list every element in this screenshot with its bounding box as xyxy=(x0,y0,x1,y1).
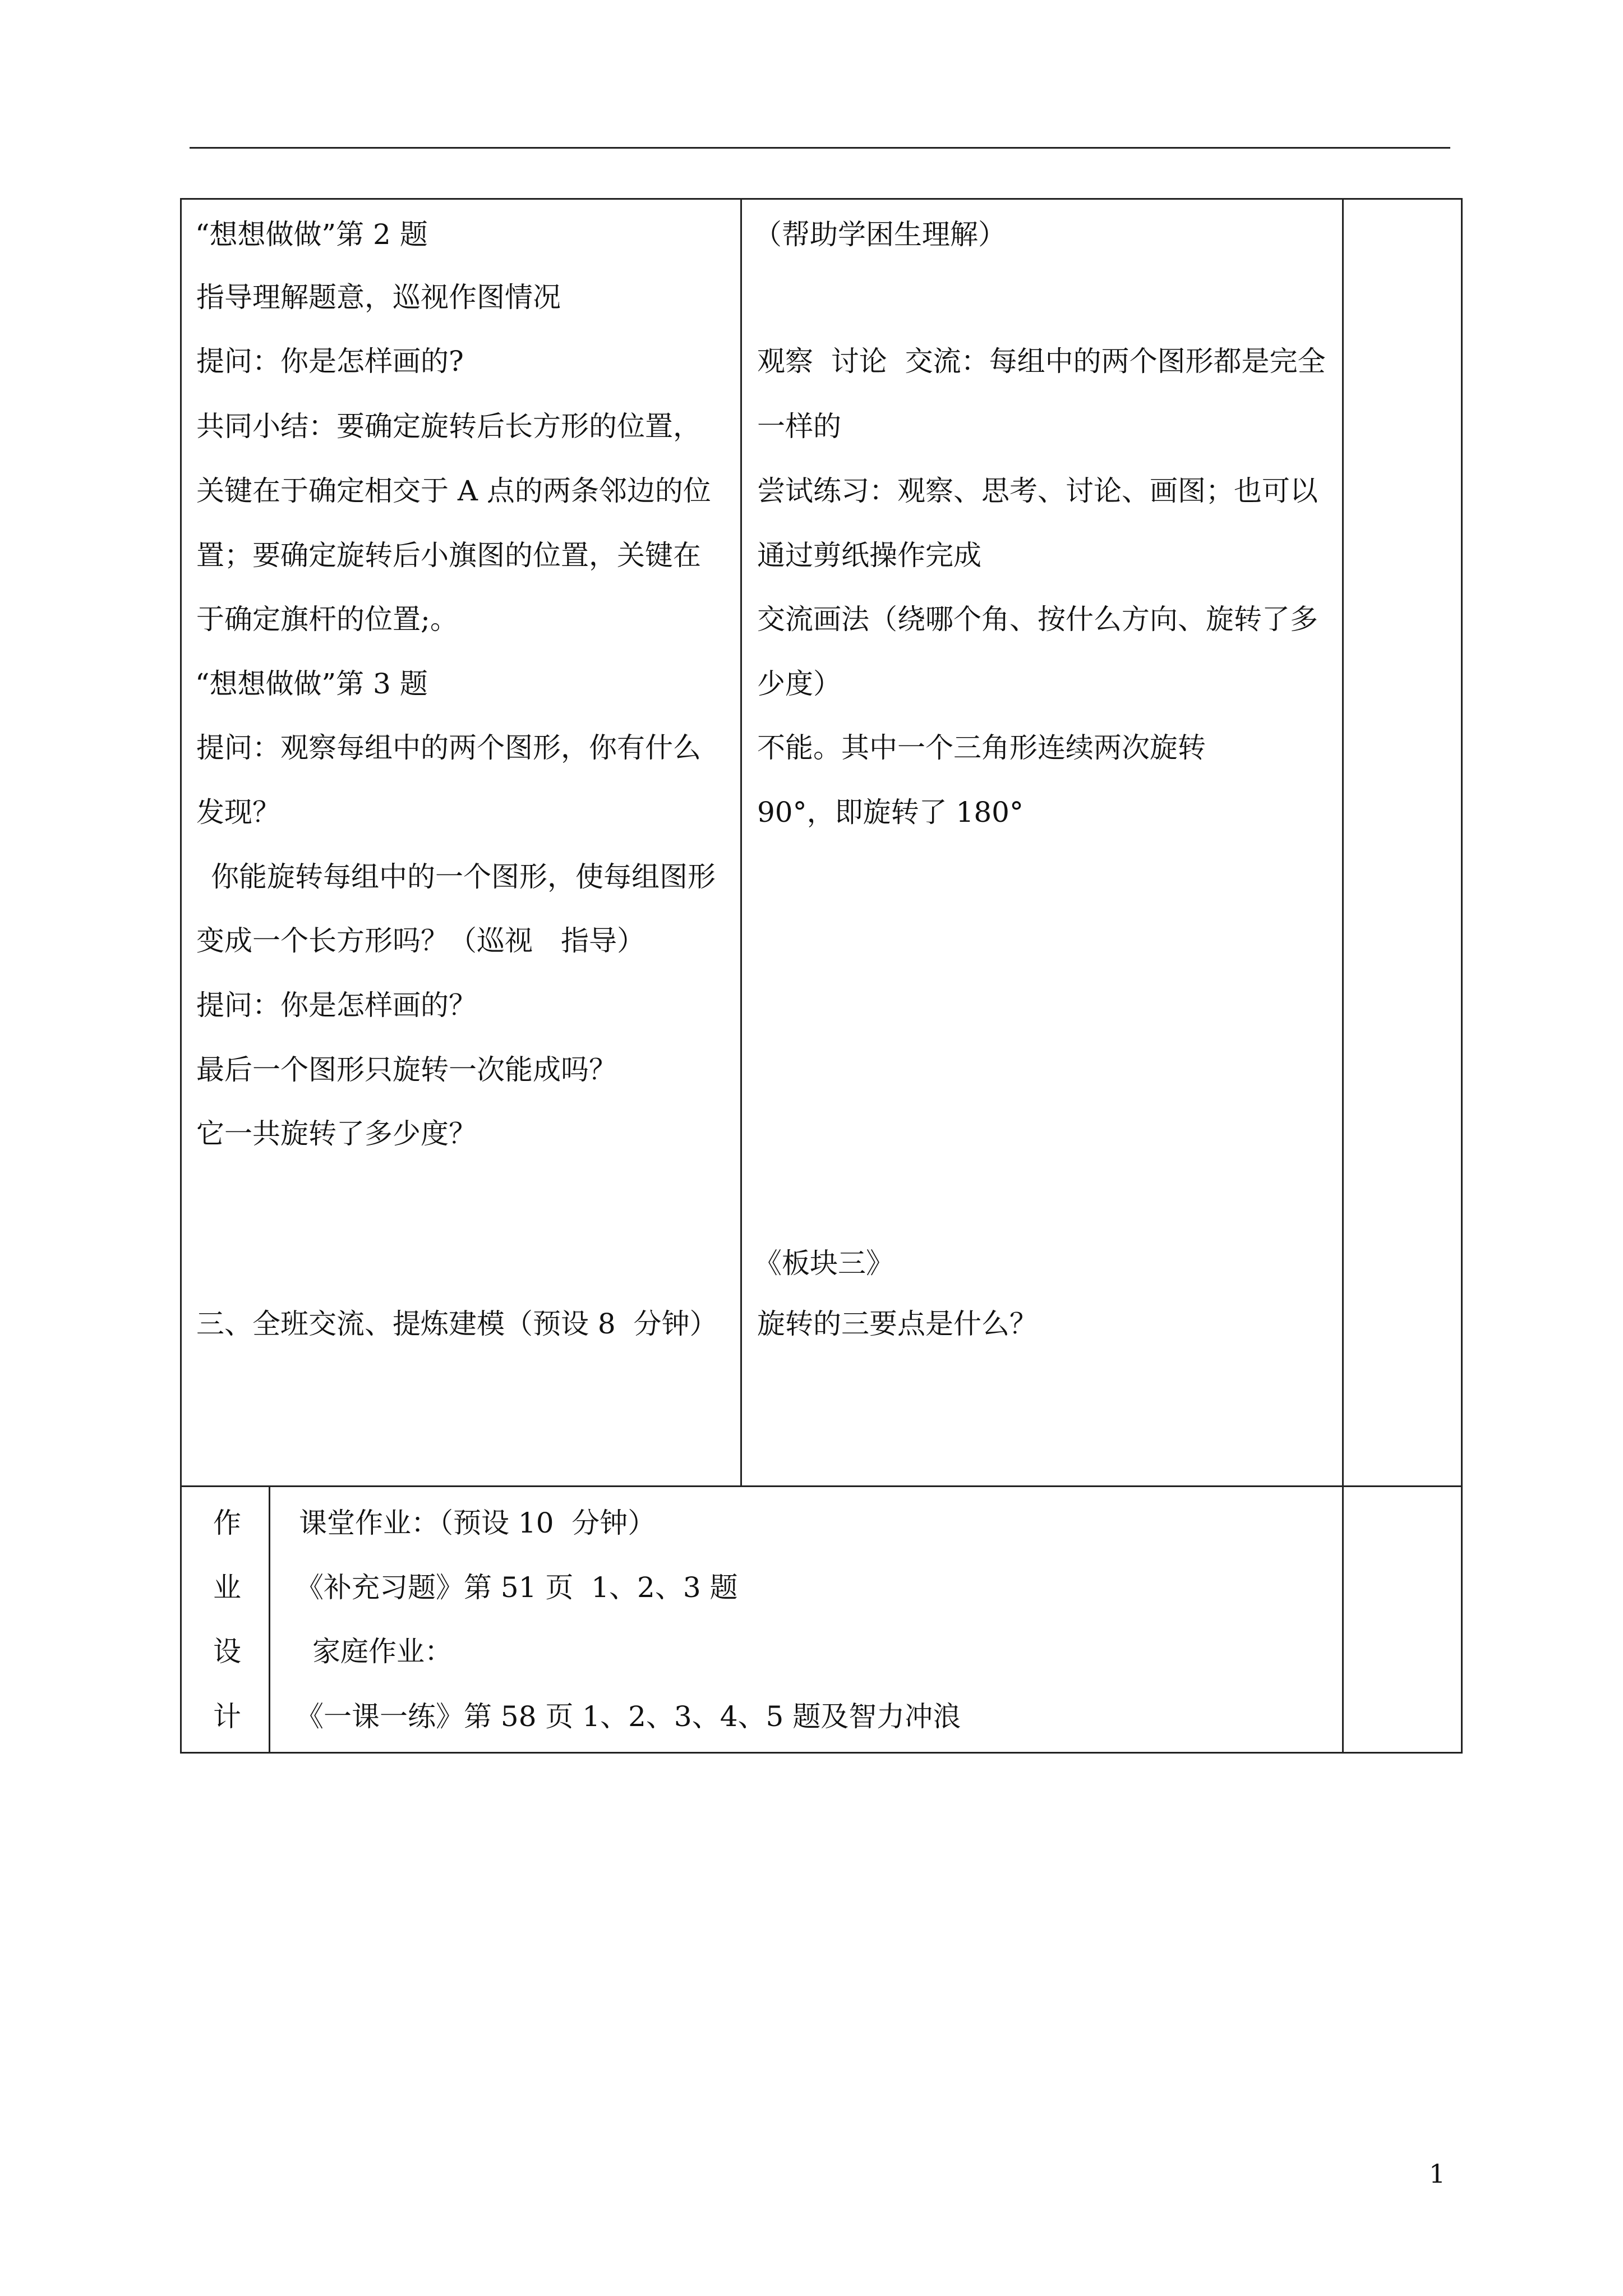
homework-line: 家庭作业： xyxy=(312,1635,453,1668)
left-line: 置；要确定旋转后小旗图的位置，关键在 xyxy=(196,539,701,572)
left-line: 关键在于确定相交于 A 点的两条邻边的位 xyxy=(196,475,711,507)
homework-label-char: 业 xyxy=(213,1571,241,1604)
right-line: 旋转的三要点是什么？ xyxy=(757,1308,1038,1340)
left-line: 最后一个图形只旋转一次能成吗？ xyxy=(196,1053,617,1086)
right-line: 观察 讨论 交流：每组中的两个图形都是完全 xyxy=(757,345,1326,378)
right-line: 一样的 xyxy=(757,410,841,443)
header-rule xyxy=(190,147,1450,149)
homework-right-divider xyxy=(1342,1485,1344,1754)
right-line: 尝试练习：观察、思考、讨论、画图；也可以 xyxy=(757,475,1318,507)
left-line: 变成一个长方形吗？（巡视 指导） xyxy=(196,924,645,957)
right-line: 交流画法（绕哪个角、按什么方向、旋转了多 xyxy=(757,603,1318,636)
right-line: （帮助学困生理解） xyxy=(754,218,1006,251)
lesson-table xyxy=(180,198,1463,1487)
left-line: 提问：你是怎样画的? xyxy=(196,345,464,378)
left-line: 发现？ xyxy=(196,796,280,829)
homework-label-char: 设 xyxy=(213,1635,241,1668)
right-line: 90°，即旋转了 180° xyxy=(757,796,1023,829)
homework-line: 《补充习题》第 51 页 1、2、3 题 xyxy=(296,1571,738,1604)
homework-label-divider xyxy=(269,1485,270,1754)
left-line: 提问：观察每组中的两个图形，你有什么 xyxy=(196,731,701,764)
column-divider-2 xyxy=(1342,198,1344,1487)
right-line: 通过剪纸操作完成 xyxy=(757,539,981,572)
homework-label-char: 作 xyxy=(213,1507,241,1539)
homework-label-char: 计 xyxy=(213,1700,241,1733)
left-line: 于确定旗杆的位置;。 xyxy=(196,603,458,636)
left-line: 指导理解题意，巡视作图情况 xyxy=(196,281,561,314)
left-line: “想想做做”第 2 题 xyxy=(195,218,428,251)
right-line: 不能。其中一个三角形连续两次旋转 xyxy=(757,731,1206,764)
right-line: 《板块三》 xyxy=(754,1247,894,1280)
page-number: 1 xyxy=(1429,2159,1446,2189)
left-line: “想想做做”第 3 题 xyxy=(195,668,428,700)
right-line: 少度） xyxy=(757,668,841,700)
homework-line: 课堂作业：（预设 10 分钟） xyxy=(299,1507,656,1539)
left-line: 它一共旋转了多少度？ xyxy=(196,1117,477,1150)
left-line: 提问：你是怎样画的？ xyxy=(196,989,477,1022)
left-line: 你能旋转每组中的一个图形，使每组图形 xyxy=(211,861,716,893)
homework-line: 《一课一练》第 58 页 1、2、3、4、5 题及智力冲浪 xyxy=(296,1700,961,1733)
left-line: 三、全班交流、提炼建模（预设 8 分钟） xyxy=(196,1308,718,1340)
left-line: 共同小结：要确定旋转后长方形的位置， xyxy=(196,410,701,443)
column-divider-1 xyxy=(740,198,742,1487)
